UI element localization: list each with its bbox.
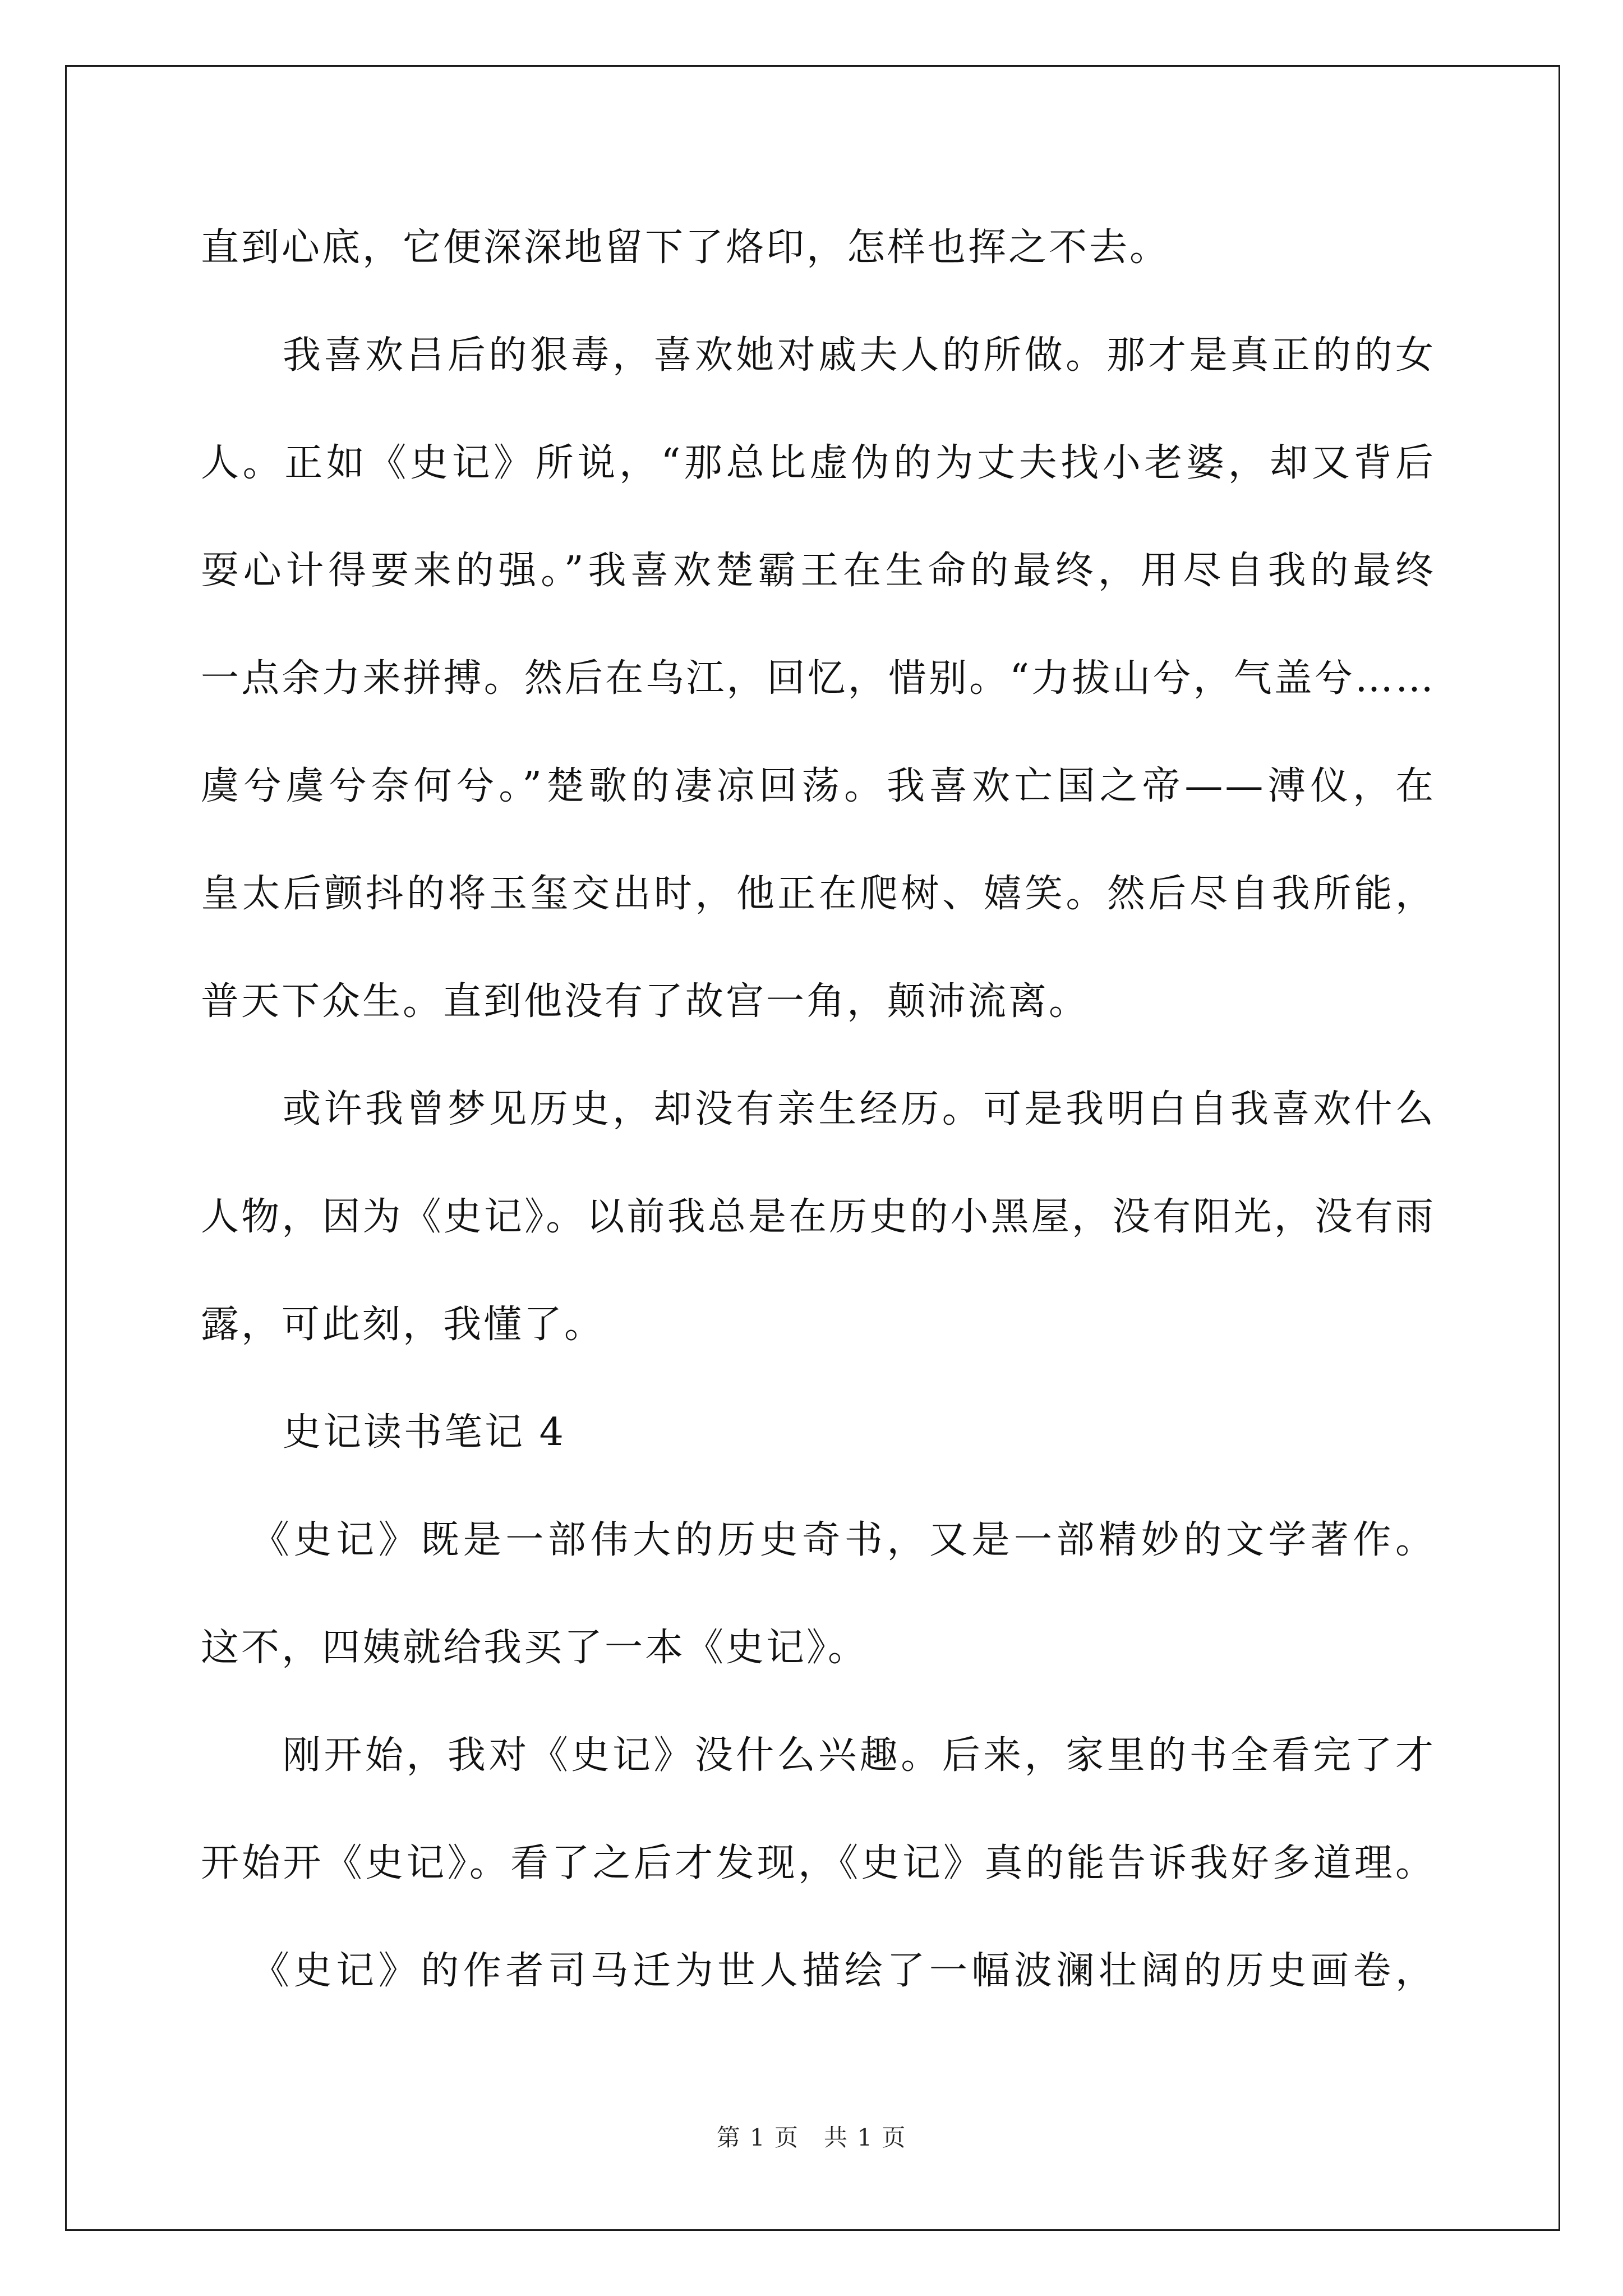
paragraph-start-line: 《史记》的作者司马迁为世人描绘了一幅波澜壮阔的历史画卷， [251,1949,1436,1993]
text-line: 皇太后颤抖的将玉玺交出时，他正在爬树、嬉笑。然后尽自我所能， [201,872,1436,916]
section-heading: 史记读书笔记 4 [283,1410,566,1455]
page-number-footer: 第 1 页 共 1 页 [716,2124,907,2151]
text-line: 人。正如《史记》所说，“那总比虚伪的为丈夫找小老婆，却又背后 [201,441,1436,485]
paragraph-start-line: 或许我曾梦见历史，却没有亲生经历。可是我明白自我喜欢什么 [283,1087,1436,1131]
paragraph-start-line: 《史记》既是一部伟大的历史奇书，又是一部精妙的文学著作。 [251,1518,1436,1562]
text-line: 开始开《史记》。看了之后才发现，《史记》真的能告诉我好多道理。 [201,1841,1436,1885]
text-line: 虞兮虞兮奈何兮。”楚歌的凄凉回荡。我喜欢亡国之帝——溥仪，在 [201,764,1436,808]
text-line: 这不，四姨就给我买了一本《史记》。 [201,1626,869,1670]
text-line: 耍心计得要来的强。”我喜欢楚霸王在生命的最终，用尽自我的最终 [201,549,1436,593]
paragraph-start-line: 刚开始，我对《史记》没什么兴趣。后来，家里的书全看完了才 [283,1733,1436,1778]
page-border [65,65,1560,2231]
text-line: 直到心底，它便深深地留下了烙印，怎样也挥之不去。 [201,226,1170,270]
text-line: 人物，因为《史记》。以前我总是在历史的小黑屋，没有阳光，没有雨 [201,1195,1436,1239]
text-line: 一点余力来拼搏。然后在乌江，回忆，惜别。“力拔山兮，气盖兮…… [201,656,1436,701]
text-line: 露，可此刻，我懂了。 [201,1303,605,1347]
paragraph-start-line: 我喜欢吕后的狠毒，喜欢她对戚夫人的所做。那才是真正的的女 [283,333,1436,378]
text-line: 普天下众生。直到他没有了故宫一角，颠沛流离。 [201,979,1090,1024]
